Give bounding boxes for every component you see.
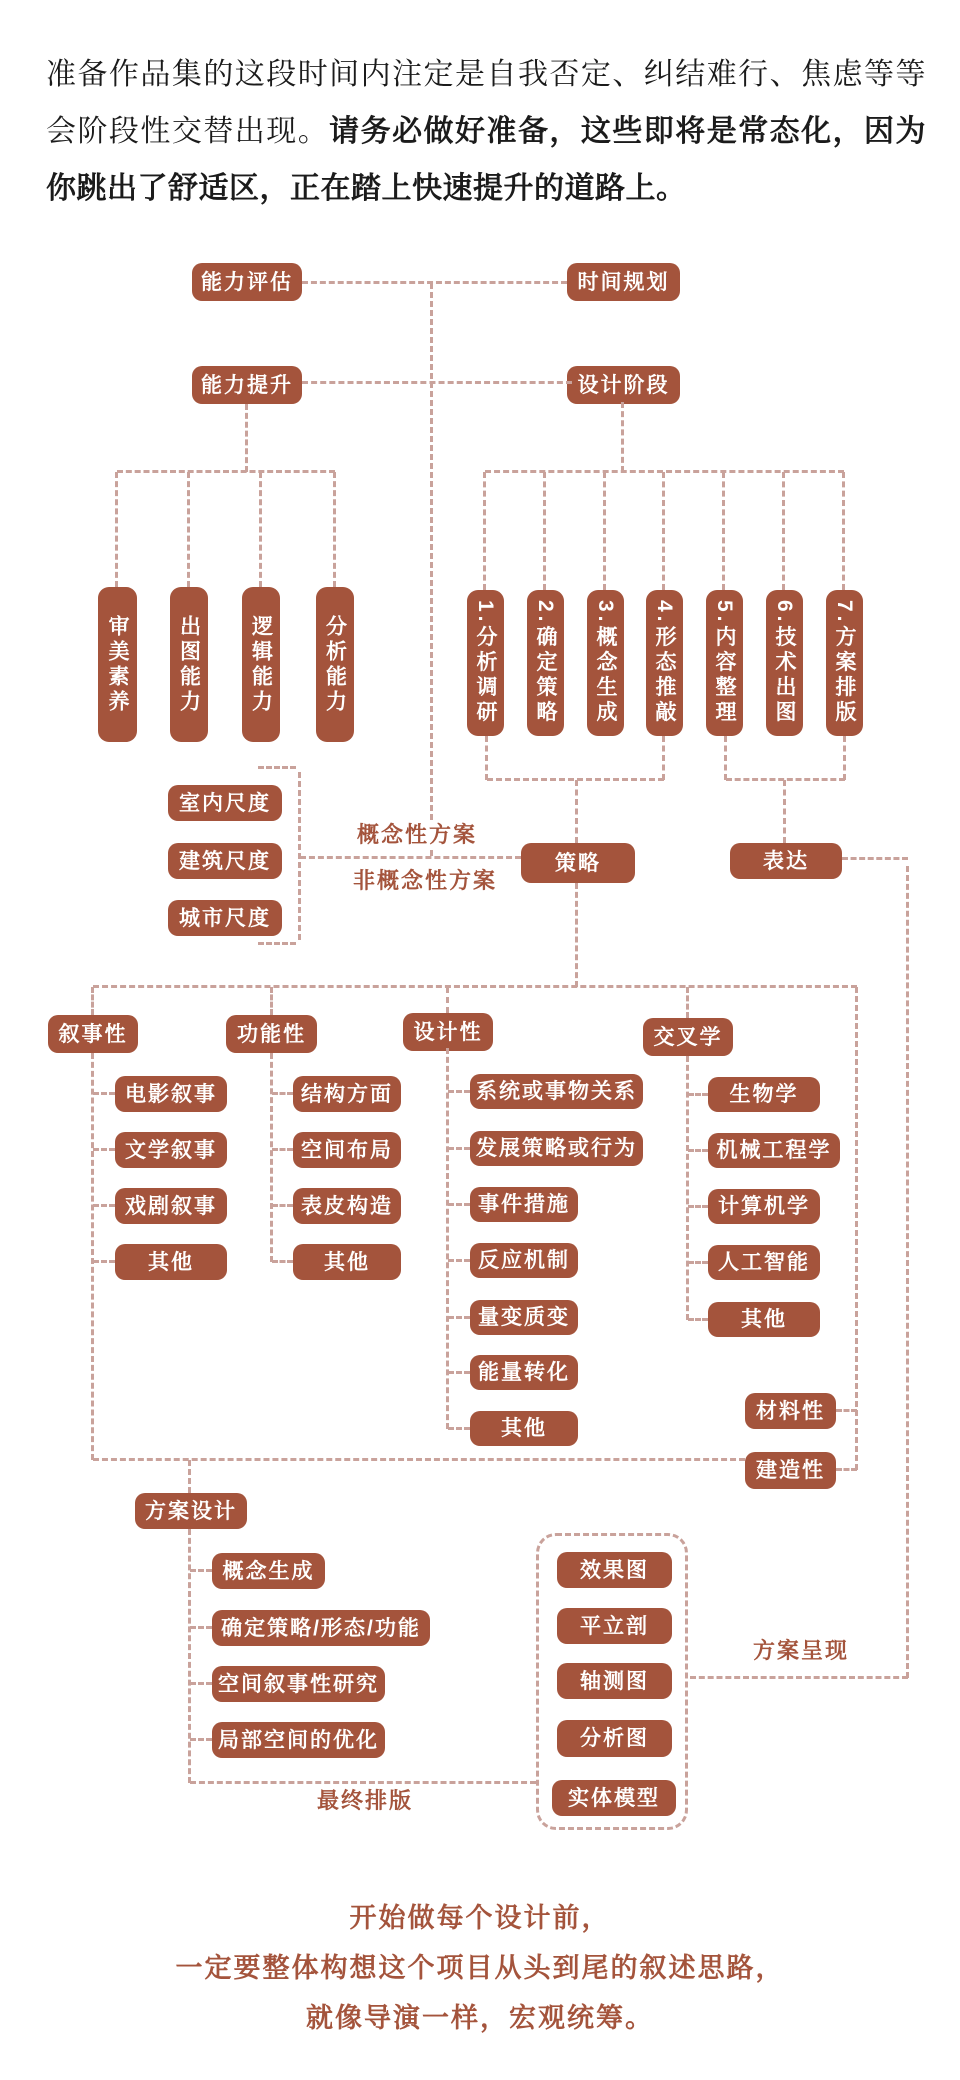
node-label: 其他 [324,1250,370,1274]
node-label: 出图能力 [177,614,201,715]
node-time-plan [567,263,680,301]
node-label: 叙事性 [58,1022,128,1046]
label-scheme-presentation: 方案呈现 [750,1638,852,1664]
node-label: 1.分析调研 [474,600,497,726]
node-label: 6.技术出图 [773,600,796,726]
connector-line [91,1053,94,1460]
connector-line [448,1259,470,1262]
node-interdisc [643,1018,733,1056]
connector-line [836,1409,857,1412]
connector-line [836,1468,857,1471]
connector-line [272,1148,293,1151]
node-label: 7.方案排版 [833,600,856,726]
node-label: 生物学 [729,1083,799,1106]
node-label: 室内尺度 [179,791,271,815]
node-quantity-quality [470,1300,578,1335]
connector-line [843,736,846,780]
connector-line [190,1569,212,1572]
connector-line [93,1204,115,1207]
node-label: 实体模型 [568,1786,660,1810]
node-step4 [646,590,683,736]
node-computer-science [708,1189,820,1224]
connector-line [448,1316,470,1319]
node-label: 电影叙事 [125,1082,217,1106]
header-paragraph-normal: 准备作品集的这段时间内注定是自我否定、纠结难行、焦虑等等会阶段性交替出现。 [46,58,926,148]
connector-line [448,1147,470,1150]
node-label: 设计性 [413,1020,483,1044]
node-label: 效果图 [580,1558,649,1582]
connector-line [448,1090,470,1093]
connector-line [906,866,909,1678]
node-local-space-opt [212,1722,385,1758]
node-label: 局部空间的优化 [218,1728,379,1752]
node-label: 方案设计 [145,1499,237,1523]
connector-line [187,472,190,587]
connector-line [448,1203,470,1206]
connector-line [115,472,118,587]
node-ability-eval [192,263,302,301]
connector-line [190,1781,536,1784]
node-film-narrative [115,1076,227,1112]
connector-line [686,1056,689,1320]
connector-line [272,1204,293,1207]
label-non-conceptual-scheme: 非概念性方案 [350,868,500,894]
connector-line [258,942,296,945]
node-space-layout [293,1132,401,1168]
connector-line [259,472,262,587]
node-scale-arch [168,843,282,879]
node-label: 人工智能 [718,1251,810,1274]
node-cross-other [708,1302,820,1337]
node-strategy [521,843,635,883]
node-ai [708,1245,820,1280]
node-spatial-narrative-study [212,1666,385,1702]
connector-line [93,1092,115,1095]
connector-line [272,1260,293,1263]
node-drama-narrative [115,1188,227,1224]
connector-line [842,472,845,590]
node-label: 事件措施 [478,1193,570,1216]
connector-line [446,987,449,1013]
node-label: 建筑尺度 [179,849,271,873]
node-biology [708,1077,820,1112]
node-step6 [766,590,803,736]
node-label: 空间布局 [301,1138,393,1162]
node-aesthetic [98,587,137,742]
node-label: 交叉学 [653,1025,723,1049]
connector-line [188,1529,191,1783]
node-label: 其他 [148,1250,194,1274]
footer-quote [0,1893,960,2043]
node-step3 [587,590,624,736]
connector-line [430,283,433,856]
node-step7 [826,590,863,736]
connector-line [91,987,94,1015]
connector-line [543,472,546,590]
node-label: 概念生成 [222,1559,315,1583]
node-design-phase [567,366,680,404]
node-reaction-mech [470,1243,578,1278]
connector-line [688,1261,708,1264]
presentation-group-border [536,1533,688,1830]
footer-line-3: 就像导演一样，宏观统筹。 [306,2003,654,2033]
node-label: 设计阶段 [577,373,670,397]
node-label: 确定策略/形态/功能 [221,1616,421,1640]
node-label: 4.形态推敲 [653,600,676,726]
connector-line [298,772,301,940]
node-label: 机械工程学 [716,1139,832,1162]
connector-line [448,1427,470,1430]
connector-line [688,1205,708,1208]
node-mech-engineering [708,1133,840,1168]
node-materiality [745,1393,836,1429]
connector-line [603,472,606,590]
node-label: 策略 [555,851,601,875]
node-event-measure [470,1187,578,1222]
node-design-other [470,1411,578,1446]
node-label: 量变质变 [478,1306,570,1329]
connector-line [190,1682,212,1685]
node-label: 反应机制 [478,1249,570,1272]
node-expression [730,843,842,879]
connector-line [93,1260,115,1263]
connector-line [688,1149,708,1152]
node-constructability [745,1452,836,1489]
connector-line [688,1093,708,1096]
connector-line [117,470,335,473]
connector-line [575,780,578,843]
connector-line [575,883,578,987]
connector-line [245,404,248,472]
connector-line [258,766,296,769]
connector-line [783,780,786,843]
label-final-layout: 最终排版 [314,1788,416,1814]
connector-line [93,1148,115,1151]
connector-line [190,1626,212,1629]
connector-line [662,736,665,780]
connector-line [690,1676,908,1679]
node-analysis-skill [316,587,354,742]
node-functional-other [293,1244,401,1280]
node-label: 空间叙事性研究 [218,1672,379,1696]
connector-line [855,987,858,1470]
node-scale-urban [168,900,282,936]
node-energy-transform [470,1355,578,1390]
node-ability-boost [192,366,302,404]
node-label: 分析图 [580,1727,649,1750]
connector-line [662,472,665,590]
node-label: 逻辑能力 [249,614,273,715]
connector-line [448,1371,470,1374]
node-label: 其他 [741,1308,787,1331]
node-designness [403,1013,493,1051]
node-step5 [706,590,743,736]
node-label: 能力提升 [201,373,293,397]
node-label: 5.内容整理 [713,600,736,726]
node-label: 结构方面 [301,1082,393,1106]
node-narrative-other [115,1244,227,1280]
node-label: 3.概念生成 [594,600,617,726]
node-label: 计算机学 [718,1195,810,1218]
connector-line [270,1053,273,1262]
node-drawing-skill [170,587,208,742]
node-functional [226,1015,317,1053]
connector-line [485,736,488,780]
connector-line [270,987,273,1015]
connector-line [722,472,725,590]
node-label: 功能性 [237,1022,306,1046]
node-literary-narrative [115,1132,227,1168]
node-label: 其他 [501,1417,547,1440]
node-label: 建造性 [756,1459,825,1482]
connector-line [300,856,521,859]
node-label: 系统或事物关系 [476,1080,637,1103]
node-label: 2.确定策略 [534,600,557,726]
node-skin-construct [293,1188,401,1224]
connector-line [688,1318,708,1321]
connector-line [333,472,336,587]
connector-line [686,987,689,1018]
node-narrative [48,1015,138,1053]
connector-line [621,402,624,472]
node-define-sff [212,1610,430,1646]
footer-line-1: 开始做每个设计前， [349,1903,611,1933]
node-label: 能量转化 [478,1361,570,1384]
connector-line [842,857,908,860]
connector-line [190,1738,212,1741]
node-label: 分析能力 [323,614,347,715]
node-logic-skill [242,587,280,742]
node-structure-aspect [293,1076,401,1112]
connector-line [782,472,785,590]
node-label: 材料性 [756,1399,825,1423]
header-paragraph-bold: 请务必做好准备，这些即将是常态化，因为你跳出了舒适区，正在踏上快速提升的道路上。 [46,115,927,205]
connector-line [302,281,567,284]
node-label: 轴测图 [580,1669,649,1693]
node-label: 城市尺度 [179,906,271,930]
connector-line [724,736,727,780]
connector-line [188,1460,191,1493]
node-scale-interior [168,785,282,821]
node-step2 [527,590,564,736]
node-scheme-design [135,1493,247,1529]
footer-line-2: 一定要整体构想这个项目从头到尾的叙述思路， [175,1953,785,1983]
node-label: 审美素养 [106,614,129,715]
node-label: 表皮构造 [301,1194,393,1218]
connector-line [272,1092,293,1095]
connector-line [483,472,486,590]
node-label: 能力评估 [201,270,293,294]
node-label: 戏剧叙事 [125,1194,217,1218]
label-conceptual-scheme: 概念性方案 [354,822,480,848]
node-label: 文学叙事 [125,1138,217,1162]
node-label: 发展策略或行为 [476,1137,637,1160]
node-dev-strategy [470,1131,643,1166]
node-label: 平立剖 [580,1614,649,1638]
connector-line [446,1048,449,1429]
node-label: 时间规划 [577,270,670,294]
header-paragraph [46,46,926,217]
node-concept-gen [212,1553,325,1589]
node-system-relation [470,1074,643,1109]
connector-line [302,381,572,384]
connector-line [93,985,857,988]
node-step1 [467,590,504,736]
node-label: 表达 [763,849,809,873]
